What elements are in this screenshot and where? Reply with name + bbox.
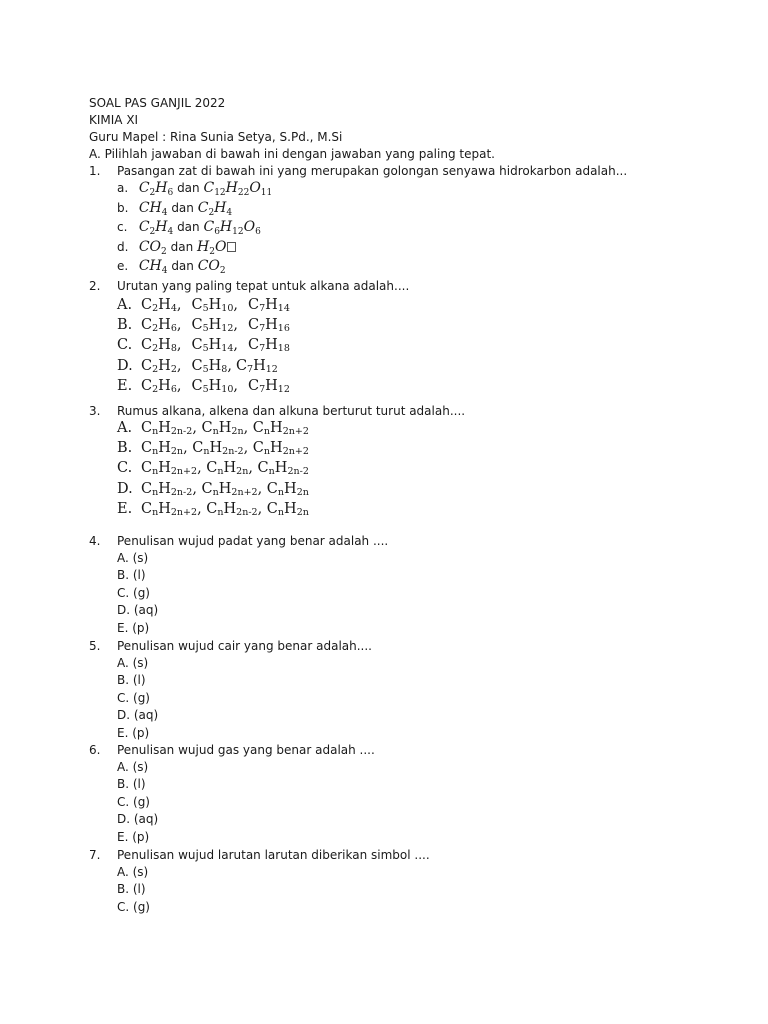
option-c: C. $C_2H_8$, $C_5H_{14}$, $C_7H_{18}$ (117, 337, 290, 355)
teacher-line: Guru Mapel : Rina Sunia Setya, S.Pd., M.Si (89, 130, 343, 144)
option-c: C. (g) (117, 899, 150, 914)
option-a: A. $C_nH_{2n-2}$, $C_nH_{2n}$, $C_nH_{2n+2}$ (117, 420, 309, 437)
missing-glyph-box (227, 242, 236, 252)
formula: $C_2H_4$ (197, 199, 233, 218)
option-d: D. (aq) (117, 708, 159, 723)
question-3-options (117, 418, 309, 519)
question-text: Penulisan wujud gas yang benar adalah .... (117, 743, 375, 757)
option-e: E. $C_nH_{2n+2}$, $C_nH_{2n-2}$, $C_nH_{2n}$ (117, 500, 309, 518)
exam-title: SOAL PAS GANJIL 2022 (89, 96, 226, 110)
question-4-options (117, 550, 158, 637)
question-text: Penulisan wujud cair yang benar adalah.... (117, 639, 372, 653)
question-number: 1. (89, 164, 101, 178)
option-e: E. (p) (117, 725, 150, 740)
option-b: B. $C_2H_6$, $C_5H_{12}$, $C_7H_{16}$ (117, 317, 290, 335)
option-b: B. (l) (117, 777, 146, 792)
option-d: D. (aq) (117, 603, 159, 618)
question-text: Urutan yang paling tepat untuk alkana adalah.... (117, 279, 410, 293)
question-number: 6. (89, 743, 101, 757)
option-b: B. (l) (117, 673, 146, 688)
question-number: 4. (89, 534, 101, 548)
question-6-options (117, 759, 158, 846)
option-c: C. $C_nH_{2n+2}$, $C_nH_{2n}$, $C_nH_{2n-2}$ (117, 460, 309, 478)
question-number: 7. (89, 848, 101, 862)
question-number: 2. (89, 279, 101, 293)
option-a: A. (s) (117, 865, 149, 879)
question-7-options (117, 864, 150, 916)
formula: $C_2H_4$ (138, 219, 174, 237)
formula: $CH_4$ (138, 258, 168, 276)
option-b: B. $C_nH_{2n}$, $C_nH_{2n-2}$, $C_nH_{2n+2}$ (117, 440, 309, 458)
document-header (89, 95, 495, 163)
option-c: C. (g) (117, 585, 150, 600)
question-number: 5. (89, 639, 101, 653)
question-2-options (117, 295, 290, 396)
option-c: C. (g) (117, 794, 150, 809)
formula: $C_{12}H_{22}O_{11}$ (203, 180, 273, 198)
question-text: Pasangan zat di bawah ini yang merupakan golongan senyawa hidrokarbon adalah... (117, 164, 628, 178)
option-b: B. (l) (117, 568, 146, 583)
formula: $CO_2$ (197, 258, 226, 276)
option-a: a. $C_2H_6$ dan $C_{12}H_{22}O_{11}$ (117, 180, 273, 198)
section-instruction: A. Pilihlah jawaban di bawah ini dengan jawaban yang paling tepat. (89, 147, 495, 161)
subject-line: KIMIA XI (89, 113, 139, 127)
option-e: E. (p) (117, 829, 150, 844)
question-text: Rumus alkana, alkena dan alkuna berturut turut adalah.... (117, 404, 466, 418)
question-1-options (117, 179, 272, 277)
option-c: c. $C_2H_4$ dan $C_6H_{12}O_6$ (117, 219, 261, 237)
option-a: A. (s) (117, 656, 149, 670)
option-a: A. (s) (117, 551, 149, 565)
formula: $CO_2$ (138, 238, 167, 257)
option-e: e. $CH_4$ dan $CO_2$ (117, 258, 226, 276)
option-e: E. (p) (117, 620, 150, 635)
question-text: Penulisan wujud larutan larutan diberikan simbol .... (117, 848, 430, 862)
option-d: D. $C_nH_{2n-2}$, $C_nH_{2n+2}$, $C_nH_{2n}$ (117, 480, 309, 498)
option-d: d. $CO_2$ dan $H_2O$ (117, 238, 272, 258)
option-e: E. $C_2H_6$, $C_5H_{10}$, $C_7H_{12}$ (117, 377, 290, 395)
option-a: A. $C_2H_4$, $C_5H_{10}$, $C_7H_{14}$ (117, 297, 290, 314)
formula: $CH_4$ (138, 199, 168, 218)
option-d: D. (aq) (117, 812, 159, 827)
question-text: Penulisan wujud padat yang benar adalah .... (117, 534, 389, 548)
formula: $C_6H_{12}O_6$ (203, 219, 261, 237)
question-number: 3. (89, 404, 101, 418)
question-5-options (117, 655, 158, 742)
option-d: D. $C_2H_2$, $C_5H_8$, $C_7H_{12}$ (117, 357, 278, 375)
formula: $H_2O$ (197, 238, 227, 257)
formula: $C_2H_6$ (138, 180, 174, 198)
option-b: B. (l) (117, 882, 146, 897)
option-b: b. $CH_4$ dan $C_2H_4$ (117, 199, 233, 218)
option-a: A. (s) (117, 760, 149, 774)
option-c: C. (g) (117, 690, 150, 705)
